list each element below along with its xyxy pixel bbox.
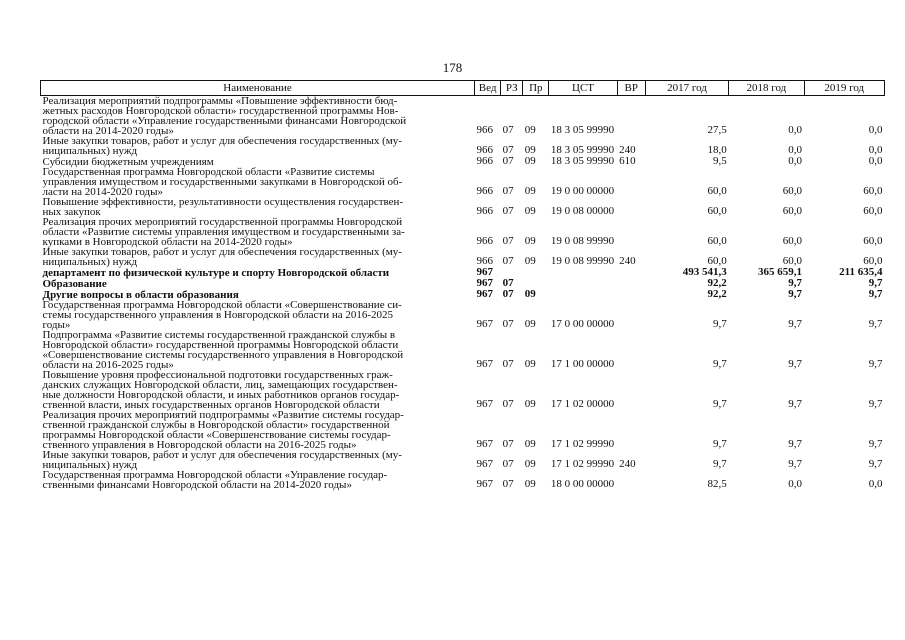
row-vr [617,370,645,410]
row-name-line: стемы государственного управления в Новгородской области на 2016-2025 [42,309,394,321]
row-cst: 18 0 00 00000 [550,478,615,490]
row-2017: 27,5 [707,124,727,136]
row-2019: 9,7 [868,438,883,450]
row-2019: 9,7 [868,358,883,370]
row-2019: 0,0 [868,155,883,167]
row-name-line: ниципальных) нужд [42,459,138,471]
row-2019: 9,7 [868,277,883,289]
table-row [41,278,885,289]
row-2018: 9,7 [788,318,803,330]
row-vr [617,330,645,370]
row-pr: 09 [524,438,536,450]
row-2018: 0,0 [788,155,803,167]
row-name-line: Другие вопросы в области образования [42,289,239,301]
row-pr: 09 [524,398,536,410]
row-2017: 60,0 [707,185,727,197]
row-2017: 92,2 [707,277,727,289]
row-cst: 17 1 02 99990 [550,438,615,450]
row-rz: 07 [502,235,514,247]
header-ved: Вед [475,81,501,96]
table-row [41,167,885,197]
row-ved: 967 [476,438,494,450]
row-2019: 9,7 [868,398,883,410]
row-vr: 610 [619,155,636,167]
page-number: 178 [442,60,463,75]
row-2018: 60,0 [782,185,803,197]
row-name-line: ных закупок [42,206,101,218]
row-pr: 09 [524,358,536,370]
budget-table [40,80,885,490]
row-rz: 07 [502,288,514,300]
row-rz: 07 [502,438,514,450]
row-vr [617,217,645,247]
row-2017: 18,0 [707,144,727,156]
row-2018: 9,7 [788,438,803,450]
row-2017: 9,7 [712,318,727,330]
row-2018: 0,0 [788,124,803,136]
row-ved: 967 [476,277,494,289]
row-2018: 60,0 [782,255,803,267]
row-pr: 09 [524,155,536,167]
row-vr [617,278,645,289]
row-name-line: ственными финансами Новгородской области на 2014-2020 годы» [42,479,352,491]
row-name-line: данских служащих Новгородской области, лиц, замещающих государствен- [42,379,398,391]
row-2017: 493 541,3 [682,266,727,278]
row-name-line: области на 2014-2020 годы» [42,125,174,137]
row-ved: 966 [476,144,494,156]
row-cst: 18 3 05 99990 [550,155,615,167]
row-name-line: Иные закупки товаров, работ и услуг для обеспечения государственных (му- [42,135,402,147]
row-name-line: Государственная программа Новгородской области «Развитие системы [42,166,375,178]
row-name-line: ственной гражданской службы в Новгородской области» государственной [42,419,390,431]
row-cst: 18 3 05 99990 [550,144,615,156]
header-pr: Пр [523,81,549,96]
row-2018: 9,7 [788,358,803,370]
row-ved: 967 [476,266,494,278]
row-name-line: жетных расходов Новгородской области» государственной программы Нов- [42,105,399,117]
table-body [41,96,885,491]
row-name-line: Новгородской области» государственной программы Новгородской области [42,339,399,351]
row-name [41,278,475,289]
row-2017: 9,7 [712,438,727,450]
header-cst: ЦСТ [549,81,617,96]
row-2017: 60,0 [707,205,727,217]
row-pr: 09 [524,255,536,267]
row-ved: 966 [476,255,494,267]
row-2019: 60,0 [863,255,883,267]
row-name-line: Иные закупки товаров, работ и услуг для обеспечения государственных (му- [42,246,402,258]
row-rz: 07 [502,185,514,197]
row-2017: 9,7 [712,398,727,410]
row-2019: 0,0 [868,478,883,490]
header-2019: 2019 год [804,81,884,96]
table-row [41,96,885,137]
row-name [41,136,475,156]
row-2019: 60,0 [863,205,883,217]
row-2019: 0,0 [868,124,883,136]
row-2018: 9,7 [788,277,803,289]
table-row [41,450,885,470]
row-2017: 9,7 [712,458,727,470]
row-rz: 07 [502,358,514,370]
row-2019: 9,7 [868,318,883,330]
row-name-line: программы Новгородской области «Совершенствование системы государ- [42,429,391,441]
row-name-line: ласти на 2014-2020 годы» [42,186,164,198]
row-cst: 19 0 08 99990 [550,255,615,267]
row-name [41,370,475,410]
row-pr: 09 [524,205,536,217]
row-ved: 966 [476,205,494,217]
row-vr [617,410,645,450]
row-2018: 60,0 [782,205,803,217]
row-rz: 07 [502,124,514,136]
row-pr: 09 [524,124,536,136]
header-name: Наименование [41,81,475,96]
row-pr: 09 [524,144,536,156]
row-name-line: области «Развитие системы управления имуществом и государственными за- [42,226,405,238]
row-cst [549,278,617,289]
table-row [41,370,885,410]
row-name-line: купками в Новгородской области на 2014-2020 годы» [42,236,293,248]
row-cst [549,267,617,278]
row-rz: 07 [502,398,514,410]
row-2019: 9,7 [868,288,883,300]
row-name [41,470,475,490]
row-name [41,247,475,267]
row-cst: 18 3 05 99990 [550,124,615,136]
table-row [41,300,885,330]
row-rz: 07 [502,155,514,167]
row-ved: 967 [476,318,494,330]
row-rz: 07 [502,478,514,490]
table-row [41,470,885,490]
row-name-line: Государственная программа Новгородской области «Совершенствование си- [42,299,402,311]
row-ved: 966 [476,235,494,247]
row-name-line: Государственная программа Новгородской области «Управление государ- [42,469,388,481]
row-rz: 07 [502,255,514,267]
row-vr [617,96,645,137]
row-name-line: Образование [42,278,107,290]
row-name-line: «Совершенствование системы государственного управления в Новгородской [42,349,404,361]
row-cst: 17 1 02 99990 [550,458,615,470]
row-2017: 9,5 [712,155,727,167]
row-name-line: ниципальных) нужд [42,256,138,268]
row-pr [523,267,549,278]
row-name [41,96,475,137]
row-2019: 60,0 [863,185,883,197]
row-name [41,217,475,247]
row-vr [617,470,645,490]
row-vr [617,167,645,197]
row-name-line: годы» [42,319,71,331]
table-row [41,330,885,370]
row-name-line: Иные закупки товаров, работ и услуг для обеспечения государственных (му- [42,449,402,461]
row-name-line: Субсидии бюджетным учреждениям [42,156,214,168]
row-name-line: ственной власти, иных государственных органов Новгородской области [42,399,380,411]
row-name-line: Реализация прочих мероприятий подпрограммы «Развитие системы государ- [42,409,404,421]
row-name-line: ные должности Новгородской области, и иных работников органов государ- [42,389,400,401]
row-ved: 966 [476,185,494,197]
header-2017: 2017 год [645,81,728,96]
row-cst: 19 0 08 99990 [550,235,615,247]
row-2019: 211 635,4 [839,266,883,278]
row-name-line: управления имуществом и государственными закупками в Новгородской об- [42,176,403,188]
row-2019: 60,0 [863,235,883,247]
row-name [41,330,475,370]
row-pr: 09 [524,235,536,247]
row-pr: 09 [524,478,536,490]
row-ved: 967 [476,358,494,370]
row-name [41,167,475,197]
row-pr: 09 [524,458,536,470]
row-2019: 0,0 [868,144,883,156]
row-2018: 9,7 [788,288,803,300]
row-vr: 240 [619,255,636,267]
row-2018: 0,0 [788,478,803,490]
row-name-line: Реализация мероприятий подпрограммы «Повышение эффективности бюд- [42,95,398,107]
table-row [41,267,885,278]
row-pr: 09 [524,318,536,330]
row-cst: 17 0 00 00000 [550,318,615,330]
row-rz: 07 [502,458,514,470]
row-2018: 365 659,1 [758,266,803,278]
table-row [41,217,885,247]
row-name [41,300,475,330]
row-2019: 9,7 [868,458,883,470]
row-2018: 60,0 [782,235,803,247]
row-2018: 0,0 [788,144,803,156]
row-ved: 967 [476,478,494,490]
row-cst [549,289,617,300]
row-name [41,450,475,470]
row-ved: 967 [476,288,494,300]
row-pr: 09 [524,185,536,197]
header-rz: РЗ [501,81,523,96]
row-cst: 17 1 00 00000 [550,358,615,370]
row-name [41,267,475,278]
row-name [41,197,475,217]
row-name-line: Реализация прочих мероприятий государственной программы Новгородской [42,216,403,228]
row-name-line: области на 2016-2025 годы» [42,359,174,371]
row-rz: 07 [502,318,514,330]
row-rz: 07 [502,277,514,289]
row-cst: 19 0 00 00000 [550,185,615,197]
row-2018: 9,7 [788,458,803,470]
table-row [41,410,885,450]
row-2018: 9,7 [788,398,803,410]
table-row [41,136,885,156]
row-2017: 92,2 [707,288,727,300]
row-rz: 07 [502,144,514,156]
row-name [41,410,475,450]
row-ved: 967 [476,398,494,410]
row-vr: 240 [619,144,636,156]
table-row [41,197,885,217]
row-name-line: департамент по физической культуре и спорту Новгородской области [42,267,390,279]
row-name-line: Повышение уровня профессиональной подготовки государственных граж- [42,369,393,381]
row-name-line: ниципальных) нужд [42,145,138,157]
row-vr [617,300,645,330]
row-vr [617,267,645,278]
table-row [41,247,885,267]
row-vr [617,289,645,300]
row-pr: 09 [524,288,536,300]
row-ved: 966 [476,155,494,167]
table-header-row [41,81,885,96]
row-2017: 9,7 [712,358,727,370]
header-2018: 2018 год [729,81,804,96]
row-ved: 967 [476,458,494,470]
row-cst: 19 0 08 00000 [550,205,615,217]
row-name-line: Подпрограмма «Развитие системы государственной гражданской службы в [42,329,396,341]
row-2017: 60,0 [707,235,727,247]
row-name-line: ственного управления в Новгородской области на 2016-2025 годы» [42,439,357,451]
row-rz: 07 [502,205,514,217]
row-vr [617,197,645,217]
row-name-line: городской области «Управление государственными финансами Новгородской [42,115,407,127]
header-vr: ВР [617,81,645,96]
row-cst: 17 1 02 00000 [550,398,615,410]
row-vr: 240 [619,458,636,470]
row-name-line: Повышение эффективности, результативности осуществления государствен- [42,196,404,208]
row-ved: 966 [476,124,494,136]
row-2017: 60,0 [707,255,727,267]
row-2017: 82,5 [707,478,727,490]
